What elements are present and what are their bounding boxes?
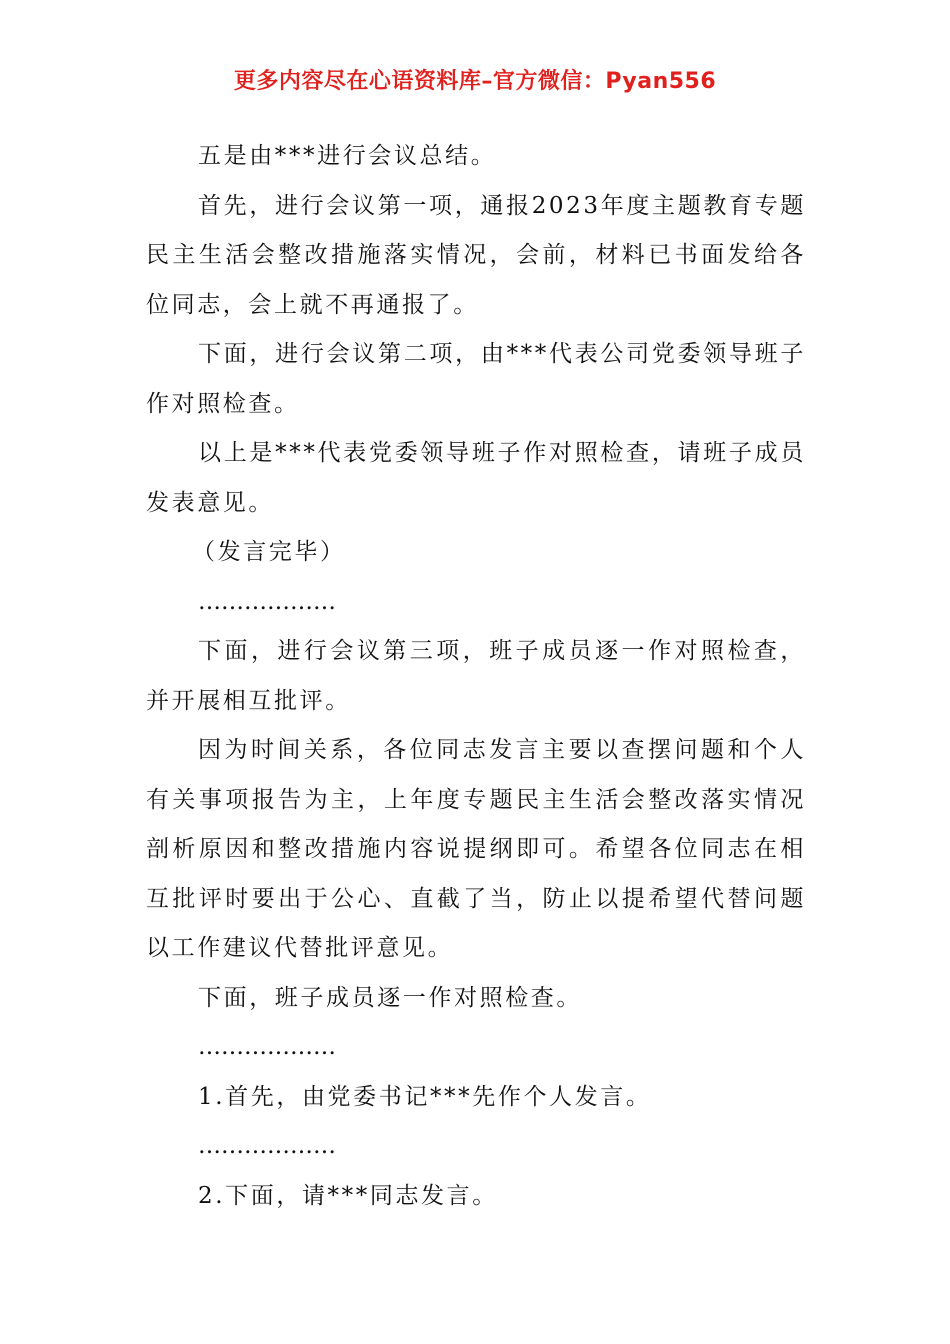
paragraph-members-check: 下面，班子成员逐一作对照检查。 <box>198 984 582 1011</box>
ellipsis-line: ……………… <box>198 1133 336 1159</box>
ellipsis-line: ……………… <box>198 1034 336 1060</box>
watermark-header: 更多内容尽在心语资料库–官方微信：Pyan556 <box>233 69 717 94</box>
paragraph-secretary-speech: 1.首先，由党委书记***先作个人发言。 <box>198 1083 652 1110</box>
paragraph-item-three: 下面，进行会议第三项，班子成员逐一作对照检查，并开展相互批评。 <box>146 638 806 714</box>
paragraph-next-speech: 2.下面，请***同志发言。 <box>198 1182 498 1209</box>
paragraph-speech-finished: （发言完毕） <box>192 539 346 565</box>
paragraph-item-one: 首先，进行会议第一项，通报2023年度主题教育专题民主生活会整改措施落实情况，会前，材料已书面发给各位同志，会上就不再通报了。 <box>146 192 806 318</box>
ellipsis-line: ……………… <box>198 588 336 615</box>
paragraph-time-note: 因为时间关系，各位同志发言主要以查摆问题和个人有关事项报告为主，上年度专题民主生活会整改落实情况剖析原因和整改措施内容说提纲即可。希望各位同志在相互批评时要出于公心、直截了当，防止以提希望代替问题以工作建议代替批评意见。 <box>146 737 806 961</box>
paragraph-opinions: 以上是***代表党委领导班子作对照检查，请班子成员发表意见。 <box>146 440 806 516</box>
paragraph-item-two: 下面，进行会议第二项，由***代表公司党委领导班子作对照检查。 <box>146 341 806 417</box>
paragraph-summary-item: 五是由***进行会议总结。 <box>198 143 497 169</box>
document-body <box>146 132 806 1221</box>
